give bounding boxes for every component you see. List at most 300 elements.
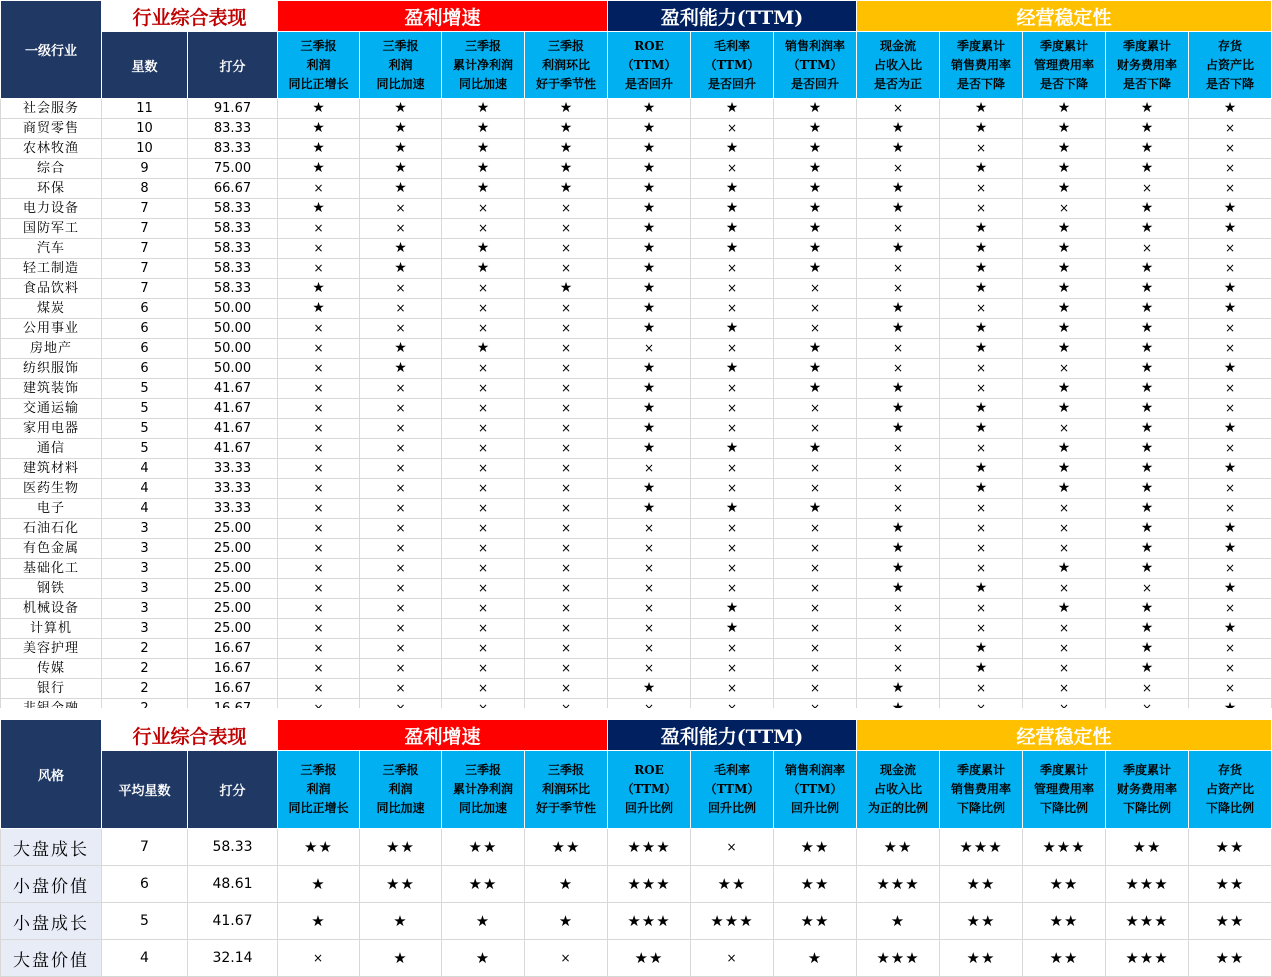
star-mark: ★★ [278, 829, 360, 866]
star-mark: ★ [1189, 619, 1272, 639]
metric-header-line: （TTM） [704, 782, 760, 796]
star-mark: ★ [857, 119, 940, 139]
star-mark: ★ [1106, 279, 1189, 299]
star-mark: ★ [1023, 599, 1106, 619]
star-mark: ★ [940, 99, 1023, 119]
metric-header-line: 三季报 [547, 38, 584, 53]
metric-header-line: 三季报 [382, 38, 419, 53]
metric-header-line: 利润 [306, 57, 331, 72]
metric-header-line: 占资产比 [1205, 57, 1254, 72]
metric-header-line: 好于季节性 [535, 801, 596, 815]
cross-mark: × [360, 559, 442, 579]
group-header: 行业综合表现 [102, 1, 278, 32]
star-mark: ★★★ [940, 829, 1023, 866]
star-count: 5 [102, 419, 188, 439]
cross-mark: × [940, 299, 1023, 319]
cross-mark: × [691, 940, 774, 977]
first-col-header: 风格 [1, 720, 102, 829]
star-mark: ★ [774, 940, 857, 977]
row-name: 美容护理 [1, 639, 102, 659]
metric-header-line: 下降比例 [1205, 801, 1254, 815]
score: 58.33 [188, 259, 278, 279]
row-name: 公用事业 [1, 319, 102, 339]
star-mark: ★ [608, 119, 691, 139]
cross-mark: × [525, 539, 608, 559]
star-count: 3 [102, 619, 188, 639]
metric-header-line: 销售利润率 [784, 763, 845, 777]
star-mark: ★ [1106, 119, 1189, 139]
star-count: 5 [102, 379, 188, 399]
star-mark: ★ [1106, 459, 1189, 479]
cross-mark: × [360, 319, 442, 339]
score: 32.14 [188, 940, 278, 977]
metric-header [857, 751, 940, 829]
table-row [1, 159, 1272, 179]
cross-mark: × [857, 459, 940, 479]
metric-header-line: 同比加速 [376, 76, 425, 91]
star-mark: ★ [608, 199, 691, 219]
star-count: 3 [102, 519, 188, 539]
cross-mark: × [360, 619, 442, 639]
cross-mark: × [1189, 379, 1272, 399]
metric-header [940, 751, 1023, 829]
row-name: 交通运输 [1, 399, 102, 419]
cross-mark: × [608, 579, 691, 599]
metric-header-line: 同比正增长 [288, 76, 349, 91]
cross-mark: × [940, 539, 1023, 559]
cross-mark: × [857, 659, 940, 679]
cross-mark: × [1023, 639, 1106, 659]
cross-mark: × [360, 539, 442, 559]
row-name: 石油石化 [1, 519, 102, 539]
cross-mark: × [360, 439, 442, 459]
cross-mark: × [940, 519, 1023, 539]
cross-mark: × [1023, 419, 1106, 439]
cross-mark: × [525, 639, 608, 659]
cross-mark: × [1189, 439, 1272, 459]
cross-mark: × [1189, 239, 1272, 259]
cross-mark: × [442, 299, 525, 319]
metric-header-line: 三季报 [547, 763, 584, 777]
group-header: 盈利能力(TTM) [608, 1, 857, 32]
star-mark: ★ [1189, 419, 1272, 439]
cross-mark: × [278, 679, 360, 699]
cross-mark: × [691, 159, 774, 179]
star-mark: ★ [774, 159, 857, 179]
cross-mark: × [857, 259, 940, 279]
metric-header-line: 同比加速 [458, 76, 507, 91]
star-mark: ★ [608, 219, 691, 239]
star-count: 7 [102, 259, 188, 279]
star-mark: ★★ [1189, 903, 1272, 940]
cross-mark: × [278, 259, 360, 279]
metric-header [774, 32, 857, 99]
cross-mark: × [940, 179, 1023, 199]
star-mark: ★ [1023, 179, 1106, 199]
star-mark: ★★ [1189, 829, 1272, 866]
star-mark: ★ [857, 179, 940, 199]
cross-mark: × [691, 419, 774, 439]
star-mark: ★ [278, 99, 360, 119]
table-row [1, 399, 1272, 419]
cross-mark: × [442, 659, 525, 679]
cross-mark: × [442, 419, 525, 439]
cross-mark: × [608, 539, 691, 559]
star-mark: ★★★ [608, 903, 691, 940]
star-count: 8 [102, 179, 188, 199]
star-mark: ★ [608, 99, 691, 119]
row-name: 电力设备 [1, 199, 102, 219]
cross-mark: × [1023, 539, 1106, 559]
cross-mark: × [857, 279, 940, 299]
cross-mark: × [278, 219, 360, 239]
star-mark: ★ [442, 139, 525, 159]
cross-mark: × [525, 599, 608, 619]
metric-header [278, 751, 360, 829]
star-mark: ★ [940, 239, 1023, 259]
star-mark: ★ [1023, 479, 1106, 499]
star-mark: ★ [1023, 299, 1106, 319]
table-row [1, 903, 1272, 940]
star-mark: ★ [1189, 519, 1272, 539]
star-mark: ★ [525, 139, 608, 159]
cross-mark: × [1189, 659, 1272, 679]
star-mark: ★★ [1023, 903, 1106, 940]
star-count-header: 星数 [102, 32, 188, 99]
score: 83.33 [188, 119, 278, 139]
star-mark: ★★ [691, 866, 774, 903]
cross-mark: × [525, 199, 608, 219]
star-mark: ★★★ [608, 866, 691, 903]
row-name: 房地产 [1, 339, 102, 359]
star-mark: ★ [608, 399, 691, 419]
metric-header-line: 同比加速 [376, 801, 425, 815]
star-mark: ★ [525, 866, 608, 903]
metric-header-line: 占收入比 [873, 57, 922, 72]
group-header: 经营稳定性 [857, 720, 1272, 751]
star-mark: ★ [1023, 399, 1106, 419]
star-mark: ★★ [940, 866, 1023, 903]
cross-mark: × [691, 119, 774, 139]
cross-mark: × [360, 379, 442, 399]
cross-mark: × [442, 519, 525, 539]
score: 50.00 [188, 319, 278, 339]
score: 58.33 [188, 239, 278, 259]
sub-header-row [1, 32, 1272, 99]
row-name: 大盘价值 [1, 940, 102, 977]
star-mark: ★ [525, 279, 608, 299]
star-mark: ★ [1023, 219, 1106, 239]
star-mark: ★ [608, 499, 691, 519]
star-mark: ★★ [1189, 940, 1272, 977]
star-mark: ★ [278, 299, 360, 319]
cross-mark: × [525, 519, 608, 539]
metric-header [360, 32, 442, 99]
cross-mark: × [278, 539, 360, 559]
score: 58.33 [188, 219, 278, 239]
table-row [1, 219, 1272, 239]
star-mark: ★ [857, 579, 940, 599]
cross-mark: × [360, 679, 442, 699]
star-mark: ★ [1023, 559, 1106, 579]
star-count: 7 [102, 279, 188, 299]
metric-header-line: 是否回升 [624, 76, 673, 91]
star-mark: ★ [1189, 99, 1272, 119]
score: 25.00 [188, 619, 278, 639]
cross-mark: × [525, 479, 608, 499]
cross-mark: × [691, 539, 774, 559]
cross-mark: × [442, 359, 525, 379]
cross-mark: × [278, 419, 360, 439]
star-mark: ★ [360, 259, 442, 279]
star-mark: ★★★ [1106, 940, 1189, 977]
metric-header [1106, 32, 1189, 99]
score: 41.67 [188, 399, 278, 419]
star-count: 11 [102, 99, 188, 119]
row-name: 纺织服饰 [1, 359, 102, 379]
cross-mark: × [525, 219, 608, 239]
cross-mark: × [1106, 579, 1189, 599]
star-mark: ★ [774, 99, 857, 119]
score: 25.00 [188, 559, 278, 579]
star-mark: ★ [608, 179, 691, 199]
cross-mark: × [278, 599, 360, 619]
cross-mark: × [1023, 679, 1106, 699]
cross-mark: × [442, 679, 525, 699]
group-header: 经营稳定性 [857, 1, 1272, 32]
table-row [1, 279, 1272, 299]
star-mark: ★★★ [857, 940, 940, 977]
cross-mark: × [774, 399, 857, 419]
star-mark: ★ [608, 159, 691, 179]
star-mark: ★ [1189, 359, 1272, 379]
row-name: 基础化工 [1, 559, 102, 579]
star-mark: ★ [691, 219, 774, 239]
metric-header-line: （TTM） [621, 782, 677, 796]
metric-header-line: 三季报 [382, 763, 419, 777]
cross-mark: × [1023, 519, 1106, 539]
star-count: 2 [102, 659, 188, 679]
score-header: 打分 [188, 32, 278, 99]
star-mark: ★★ [940, 903, 1023, 940]
cross-mark: × [525, 399, 608, 419]
cross-mark: × [691, 279, 774, 299]
star-count: 3 [102, 599, 188, 619]
star-count: 5 [102, 399, 188, 419]
metric-header-line: （TTM） [787, 782, 843, 796]
star-mark: ★ [608, 479, 691, 499]
table-row [1, 299, 1272, 319]
cross-mark: × [857, 439, 940, 459]
row-name: 建筑装饰 [1, 379, 102, 399]
metric-header-line: 三季报 [300, 38, 337, 53]
cross-mark: × [1023, 619, 1106, 639]
metric-header [1189, 751, 1272, 829]
group-header-row [1, 720, 1272, 751]
star-mark: ★ [360, 239, 442, 259]
row-name: 建筑材料 [1, 459, 102, 479]
cross-mark: × [442, 279, 525, 299]
star-mark: ★ [278, 279, 360, 299]
cross-mark: × [525, 359, 608, 379]
star-count: 5 [102, 439, 188, 459]
cross-mark: × [442, 639, 525, 659]
cross-mark: × [608, 459, 691, 479]
score: 33.33 [188, 479, 278, 499]
star-mark: ★ [857, 299, 940, 319]
cross-mark: × [525, 379, 608, 399]
cross-mark: × [1106, 179, 1189, 199]
metric-header-line: ROE [634, 763, 664, 777]
star-mark: ★★ [774, 903, 857, 940]
table-row [1, 619, 1272, 639]
metric-header-line: 季度累计 [1039, 38, 1088, 53]
star-mark: ★★ [360, 829, 442, 866]
star-mark: ★ [360, 179, 442, 199]
star-mark: ★ [774, 339, 857, 359]
metric-header-line: 毛利率 [713, 763, 750, 777]
star-mark: ★ [857, 419, 940, 439]
star-mark: ★★ [608, 940, 691, 977]
star-mark: ★ [774, 379, 857, 399]
cross-mark: × [774, 619, 857, 639]
star-mark: ★ [278, 866, 360, 903]
group-header: 盈利增速 [278, 720, 608, 751]
star-mark: ★ [940, 339, 1023, 359]
cross-mark: × [691, 519, 774, 539]
star-mark: ★ [442, 940, 525, 977]
star-count-header: 平均星数 [102, 751, 188, 829]
metric-header-line: 是否下降 [1039, 76, 1088, 91]
cross-mark: × [278, 359, 360, 379]
cross-mark: × [774, 659, 857, 679]
metric-header-line: 现金流 [879, 763, 916, 777]
cross-mark: × [1023, 359, 1106, 379]
metric-header [278, 32, 360, 99]
star-mark: ★ [608, 239, 691, 259]
star-mark: ★ [1023, 119, 1106, 139]
cross-mark: × [940, 499, 1023, 519]
cross-mark: × [442, 499, 525, 519]
star-count: 4 [102, 499, 188, 519]
star-mark: ★ [442, 339, 525, 359]
star-mark: ★ [940, 419, 1023, 439]
table-row [1, 139, 1272, 159]
star-mark: ★ [278, 139, 360, 159]
star-mark: ★ [1023, 379, 1106, 399]
star-mark: ★ [857, 239, 940, 259]
cross-mark: × [1023, 199, 1106, 219]
cross-mark: × [360, 659, 442, 679]
table-row [1, 419, 1272, 439]
cross-mark: × [278, 519, 360, 539]
score: 25.00 [188, 579, 278, 599]
star-mark: ★ [1106, 659, 1189, 679]
cross-mark: × [940, 139, 1023, 159]
cross-mark: × [608, 639, 691, 659]
metric-header-line: 存货 [1217, 38, 1242, 53]
star-mark: ★ [525, 179, 608, 199]
star-count: 3 [102, 579, 188, 599]
star-count: 9 [102, 159, 188, 179]
table-gap [0, 708, 1272, 719]
star-mark: ★ [1189, 219, 1272, 239]
cross-mark: × [360, 279, 442, 299]
star-mark: ★★★ [608, 829, 691, 866]
table-row [1, 359, 1272, 379]
star-mark: ★ [1189, 459, 1272, 479]
star-mark: ★ [442, 903, 525, 940]
cross-mark: × [691, 659, 774, 679]
star-mark: ★ [1023, 259, 1106, 279]
star-mark: ★ [442, 239, 525, 259]
metric-header-line: 好于季节性 [535, 76, 596, 91]
cross-mark: × [608, 619, 691, 639]
cross-mark: × [1189, 559, 1272, 579]
cross-mark: × [278, 319, 360, 339]
cross-mark: × [774, 519, 857, 539]
cross-mark: × [360, 399, 442, 419]
metric-header-line: 占收入比 [873, 782, 922, 796]
metric-header [442, 751, 525, 829]
cross-mark: × [1023, 499, 1106, 519]
row-name: 通信 [1, 439, 102, 459]
metric-header-line: 季度累计 [956, 763, 1005, 777]
group-header: 行业综合表现 [102, 720, 278, 751]
star-count: 6 [102, 319, 188, 339]
star-mark: ★ [857, 519, 940, 539]
metric-header [1106, 751, 1189, 829]
metric-header-line: 财务费用率 [1116, 57, 1177, 72]
star-mark: ★ [1023, 279, 1106, 299]
row-name: 大盘成长 [1, 829, 102, 866]
metric-header [940, 32, 1023, 99]
metric-header-line: 销售费用率 [950, 782, 1011, 796]
star-mark: ★ [1106, 619, 1189, 639]
star-mark: ★★ [525, 829, 608, 866]
row-name: 电子 [1, 499, 102, 519]
star-mark: ★ [360, 903, 442, 940]
cross-mark: × [774, 579, 857, 599]
cross-mark: × [525, 319, 608, 339]
cross-mark: × [278, 439, 360, 459]
star-mark: ★ [1023, 239, 1106, 259]
metric-header [608, 32, 691, 99]
star-count: 7 [102, 219, 188, 239]
cross-mark: × [940, 379, 1023, 399]
star-mark: ★ [857, 139, 940, 159]
cross-mark: × [525, 299, 608, 319]
star-mark: ★ [1106, 639, 1189, 659]
table-row [1, 339, 1272, 359]
star-mark: ★ [1106, 199, 1189, 219]
metric-header-line: 下降比例 [956, 801, 1005, 815]
star-mark: ★ [442, 159, 525, 179]
score: 25.00 [188, 599, 278, 619]
star-count: 7 [102, 829, 188, 866]
star-mark: ★ [1106, 519, 1189, 539]
table-row [1, 539, 1272, 559]
cross-mark: × [525, 659, 608, 679]
star-mark: ★ [774, 139, 857, 159]
cross-mark: × [857, 499, 940, 519]
metric-header [1189, 32, 1272, 99]
cross-mark: × [525, 339, 608, 359]
cross-mark: × [774, 479, 857, 499]
star-mark: ★ [774, 259, 857, 279]
star-mark: ★ [1106, 559, 1189, 579]
metric-header-line: （TTM） [704, 57, 760, 72]
